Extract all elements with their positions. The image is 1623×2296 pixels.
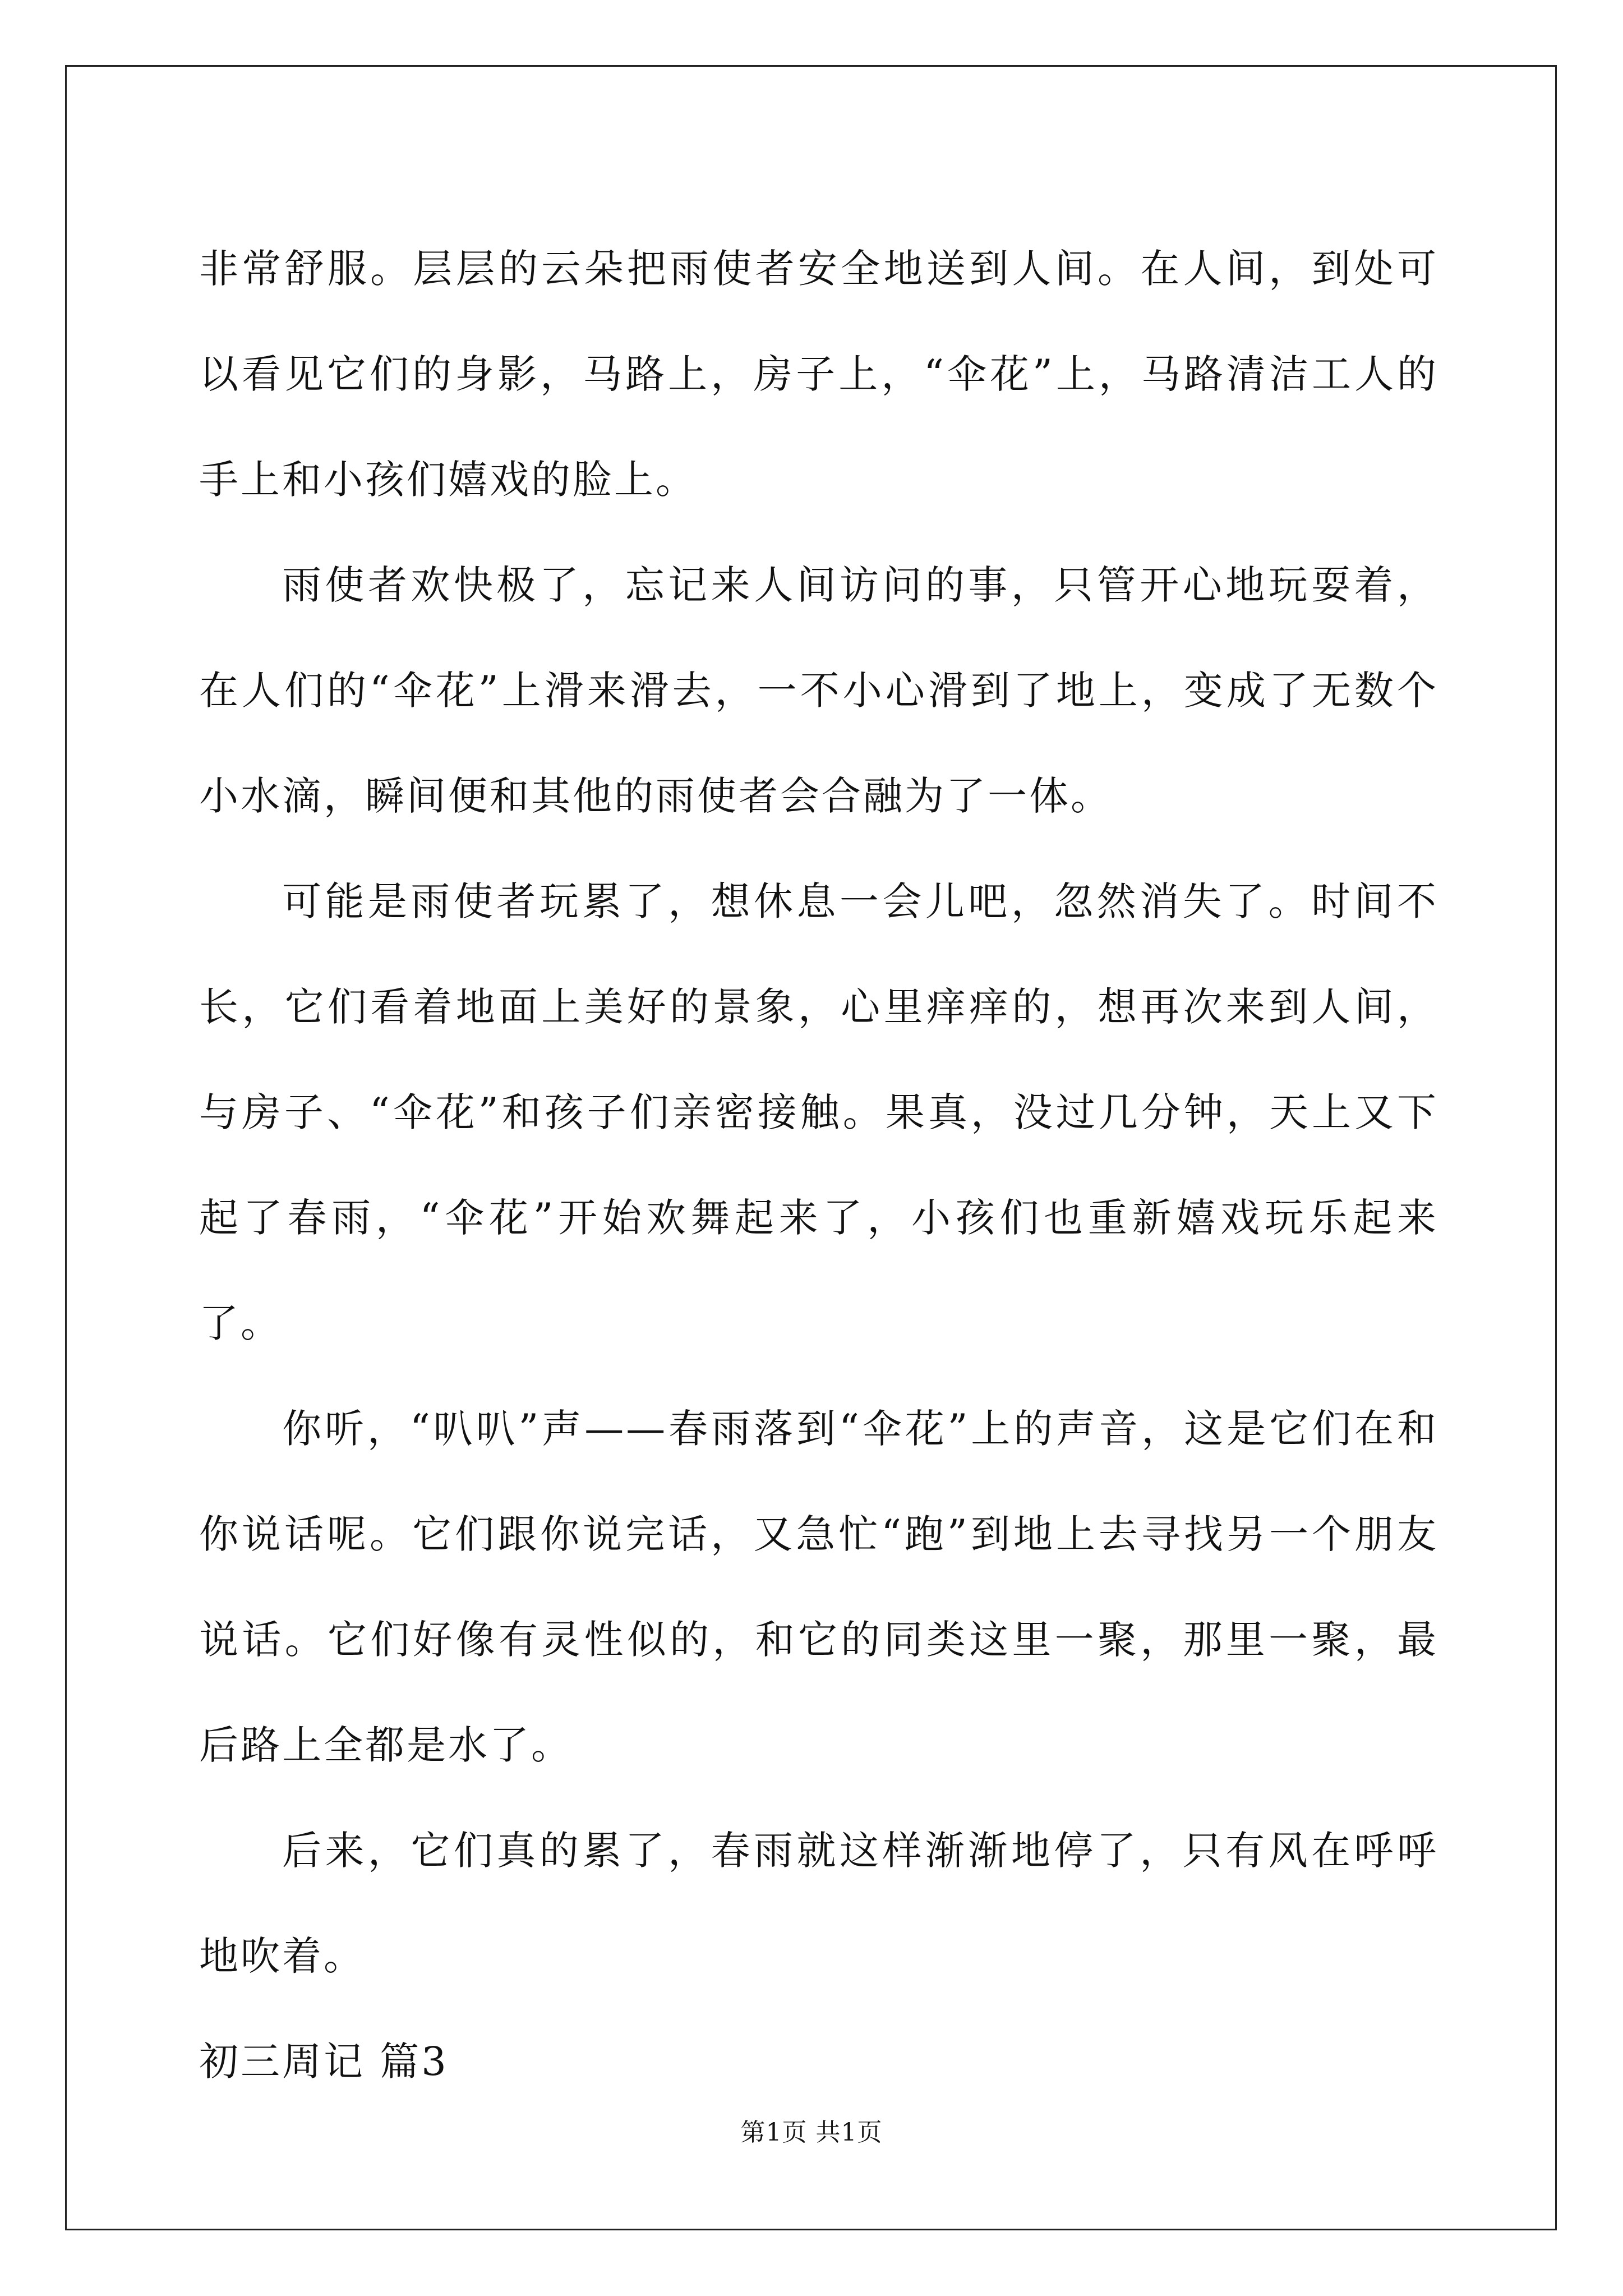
paragraph-4: 你听，“叭叭”声——春雨落到“伞花”上的声音，这是它们在和你说话呢。它们跟你说完话，又急忙“跑”到地上去寻找另一个朋友说话。它们好像有灵性似的，和它的同类这里一聚，那里一聚，最后路上全都是水了。 — [199, 1406, 1438, 1768]
document-body — [199, 216, 1438, 2114]
paragraph-5: 后来，它们真的累了，春雨就这样渐渐地停了，只有风在呼呼地吹着。 — [199, 1828, 1438, 1979]
paragraph-1: 非常舒服。层层的云朵把雨使者安全地送到人间。在人间，到处可以看见它们的身影，马路上，房子上，“伞花”上，马路清洁工人的手上和小孩们嬉戏的脸上。 — [199, 246, 1438, 503]
page-footer: 第1页 共1页 — [740, 2118, 883, 2147]
paragraph-3: 可能是雨使者玩累了，想休息一会儿吧，忽然消失了。时间不长，它们看着地面上美好的景象，心里痒痒的，想再次来到人间，与房子、“伞花”和孩子们亲密接触。果真，没过几分钟，天上又下起了春雨，“伞花”开始欢舞起来了，小孩们也重新嬉戏玩乐起来了。 — [199, 878, 1438, 1346]
paragraph-2: 雨使者欢快极了，忘记来人间访问的事，只管开心地玩耍着，在人们的“伞花”上滑来滑去，一不小心滑到了地上，变成了无数个小水滴，瞬间便和其他的雨使者会合融为了一体。 — [199, 562, 1438, 819]
section-heading: 初三周记 篇3 — [199, 2039, 449, 2085]
